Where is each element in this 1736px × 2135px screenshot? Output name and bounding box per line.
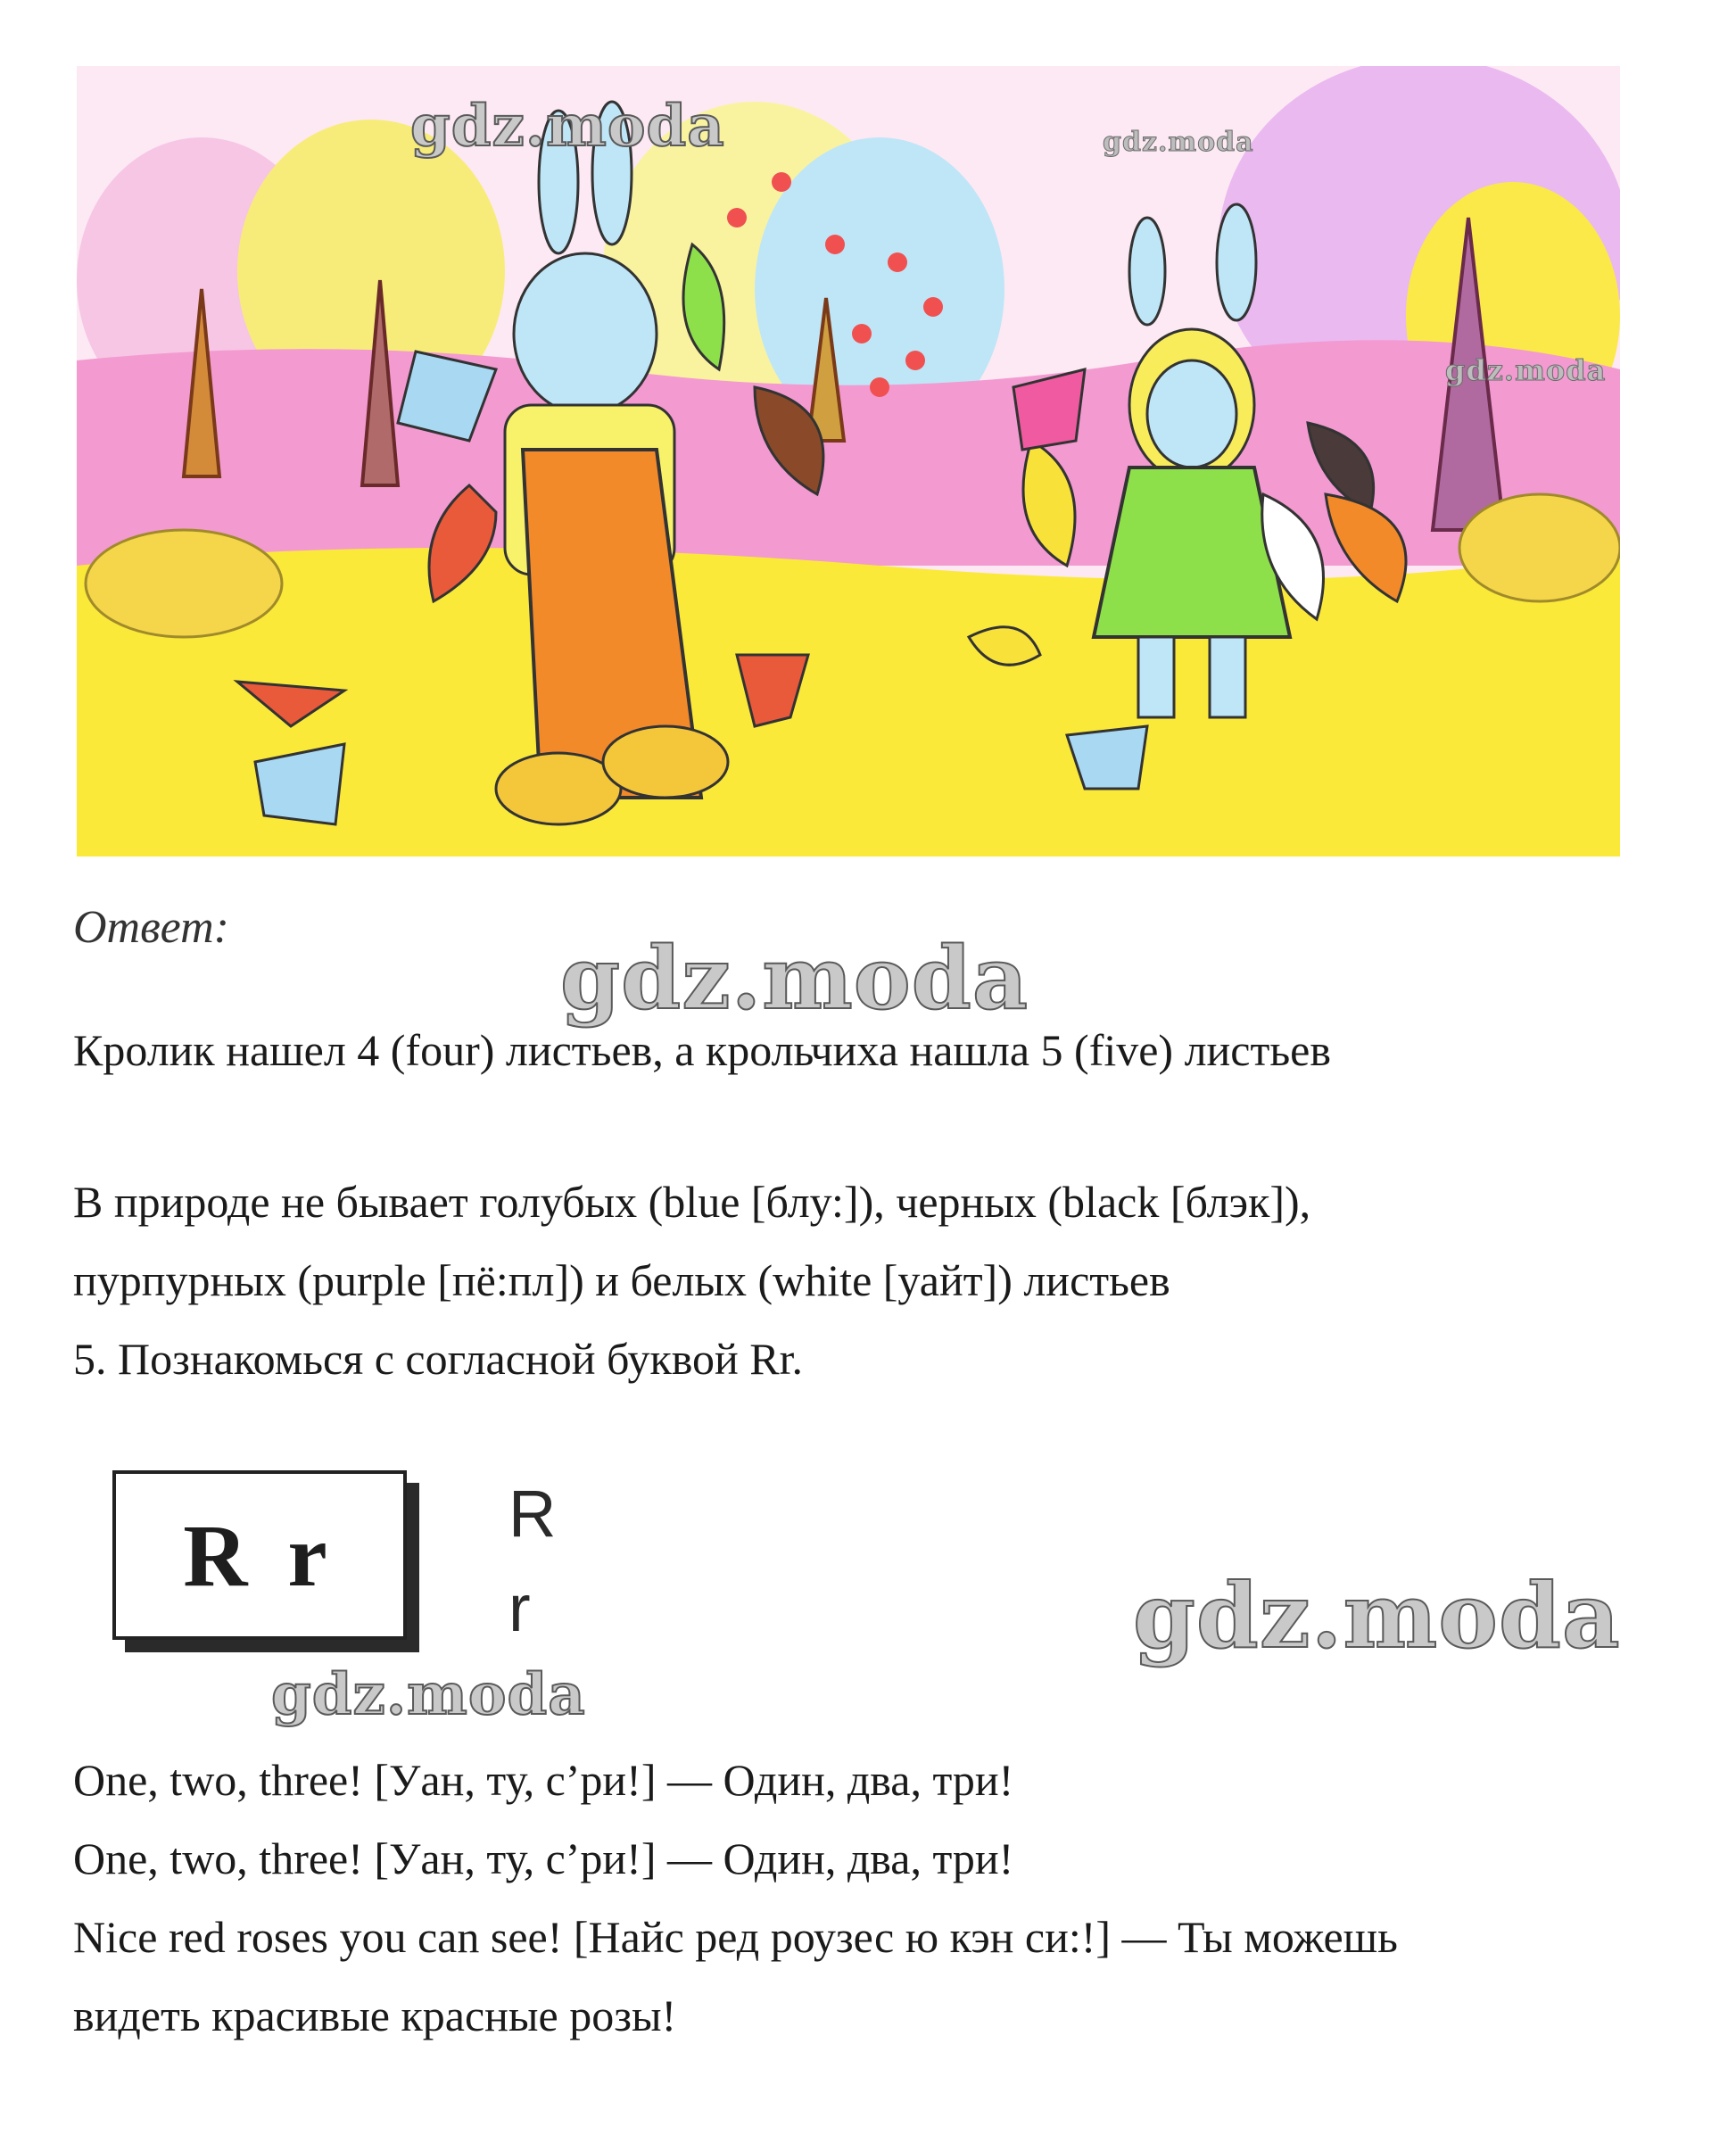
letter-card: [112, 1470, 407, 1640]
watermark: gdz.moda: [1103, 127, 1254, 158]
watermark: gdz.moda: [410, 93, 725, 160]
letter-card-text: R r: [183, 1505, 336, 1605]
rhyme-line: One, two, three! [Уан, ту, с’ри!] — Один, два, три!: [73, 1833, 1014, 1883]
watermark: gdz.moda: [271, 1661, 586, 1728]
watermark: gdz.moda: [1133, 1563, 1621, 1668]
answer-text-line: пурпурных (purple [пё:пл]) и белых (white [уайт]) листьев: [73, 1255, 1170, 1305]
rhyme-line: видеть красивые красные розы!: [73, 1990, 677, 2040]
handwritten-lowercase: r: [508, 1571, 531, 1645]
answer-label: Ответ:: [73, 902, 229, 953]
illustration-autumn-rabbits: [77, 66, 1620, 856]
watermark: gdz.moda: [560, 928, 1029, 1029]
handwritten-uppercase: R: [508, 1477, 557, 1551]
exercise-heading: 5. Познакомься с согласной буквой Rr.: [73, 1334, 804, 1384]
answer-text-line: Кролик нашел 4 (four) листьев, а крольчиха нашла 5 (five) листьев: [73, 1025, 1331, 1075]
rhyme-line: One, two, three! [Уан, ту, с’ри!] — Один, два, три!: [73, 1755, 1014, 1805]
answer-text-line: В природе не бывает голубых (blue [блу:]), черных (black [блэк]),: [73, 1177, 1311, 1227]
watermark: gdz.moda: [1445, 353, 1607, 387]
rhyme-line: Nice red roses you can see! [Найс ред роузес ю кэн си:!] — Ты можешь: [73, 1912, 1398, 1962]
